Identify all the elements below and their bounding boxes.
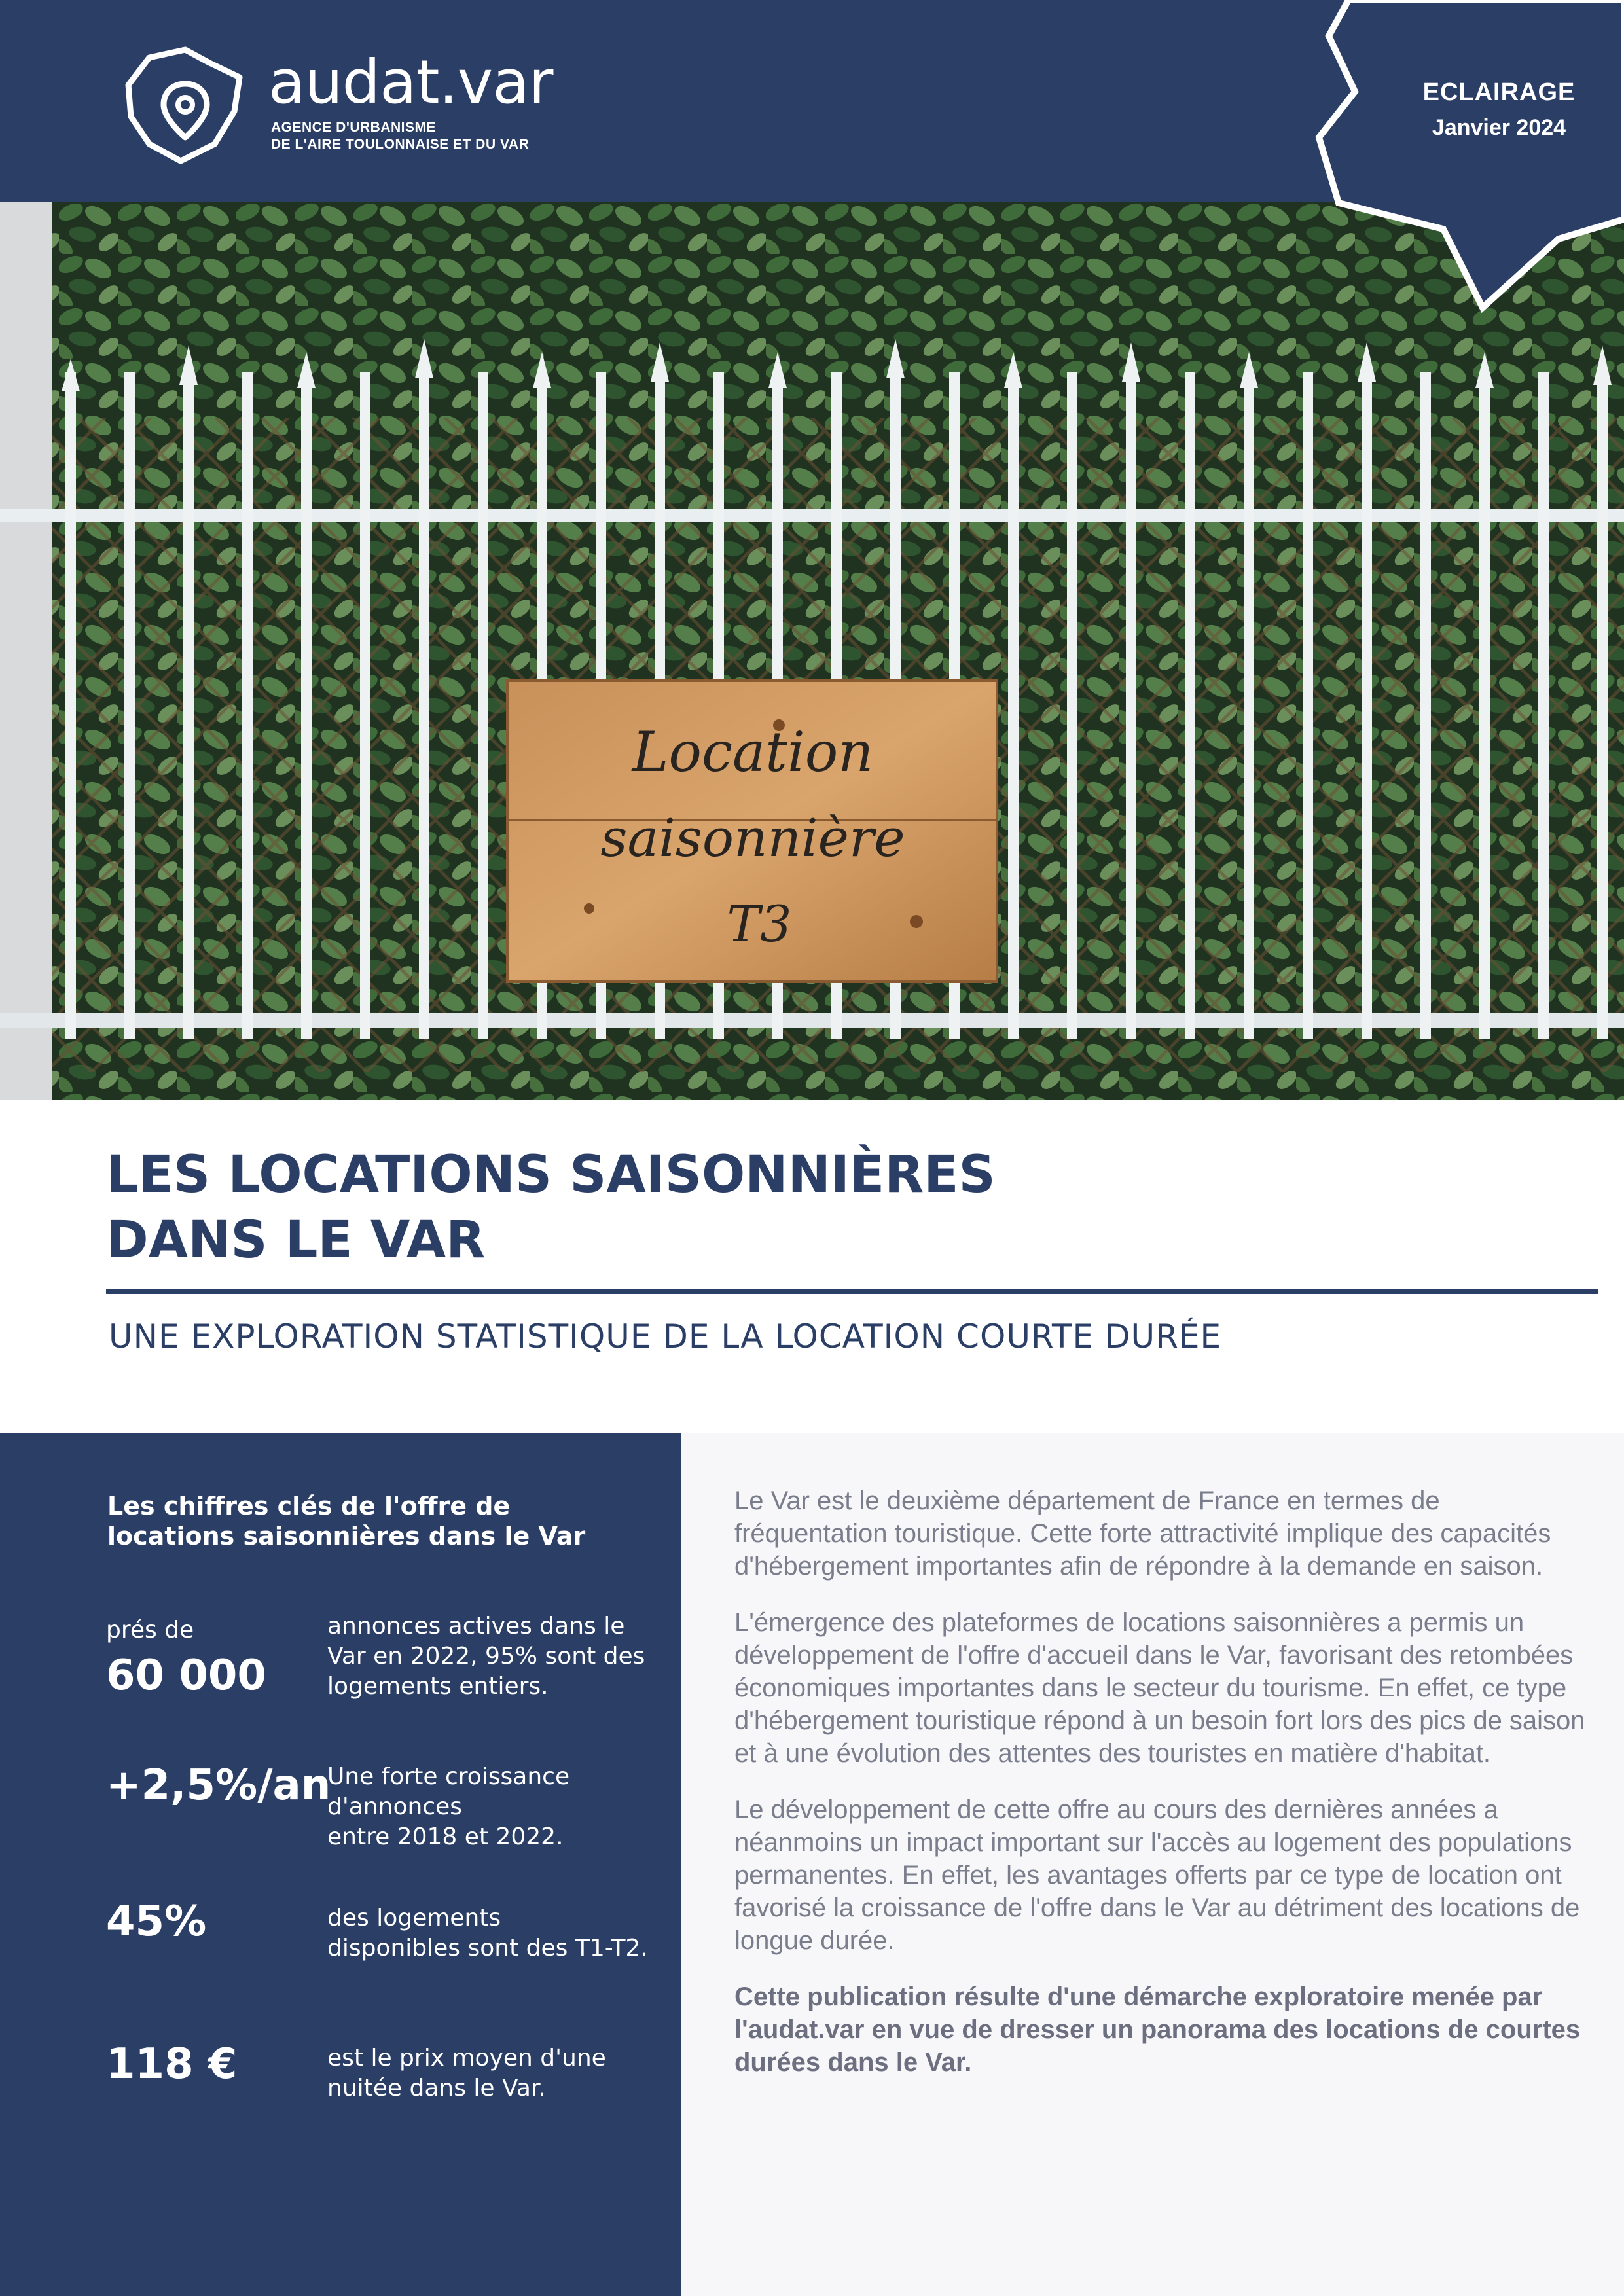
brand-name: audat.var — [268, 47, 553, 117]
key-figure-desc-line: Une forte croissance — [327, 1763, 570, 1790]
sign-text-line3: T3 — [727, 895, 792, 953]
publication-type: ECLAIRAGE — [1422, 79, 1576, 106]
cover-photo — [0, 202, 1624, 1100]
map-pin-outline-icon — [123, 46, 247, 165]
key-figure-prefix: prés de — [106, 1617, 194, 1643]
key-figures-heading-line2: locations saisonnières dans le Var — [107, 1522, 586, 1551]
key-figure-desc-growth — [327, 1762, 668, 1852]
page-subtitle: UNE EXPLORATION STATISTIQUE DE LA LOCATION COURTE DURÉE — [109, 1318, 1222, 1355]
brand-subtitle-line2: DE L'AIRE TOULONNAISE ET DU VAR — [271, 137, 530, 152]
key-figures-heading — [107, 1491, 644, 1551]
body-paragraph-2: L'émergence des plateformes de locations saisonnières a permis un développement de l'offre d'accueil dans le Var, favorisant des retombées économiques importantes dans le secteur du tourisme. En effet, ce type d'hébergement touristique répond à un besoin fort lors des pics de saison et à une évolution des attentes des touristes en matière d'habitat. — [734, 1608, 1585, 1768]
title-divider — [106, 1289, 1598, 1294]
key-figure-desc-line: nuitée dans le Var. — [327, 2075, 546, 2102]
key-figure-desc-line: annonces actives dans le — [327, 1613, 625, 1640]
key-figure-desc-line: d'annonces — [327, 1793, 462, 1820]
body-paragraph-1: Le Var est le deuxième département de France en termes de fréquentation touristique. Cette forte attractivité implique des capacités d'hébergement importantes afin de répondre à la demande en saison. — [734, 1486, 1551, 1581]
key-figure-desc-small-units — [327, 1903, 668, 1964]
key-figure-value-small-units: 45% — [106, 1897, 207, 1946]
key-figure-desc-line: est le prix moyen d'une — [327, 2045, 606, 2072]
wooden-sign — [507, 681, 997, 982]
body-text — [734, 1484, 1585, 2102]
page-title — [106, 1142, 996, 1273]
key-figure-desc-line: des logements — [327, 1905, 501, 1931]
key-figure-desc-line: Var en 2022, 95% sont des — [327, 1643, 645, 1670]
page-title-line2: DANS LE VAR — [106, 1211, 486, 1270]
key-figure-desc-line: entre 2018 et 2022. — [327, 1823, 564, 1850]
key-figures-panel — [0, 1433, 681, 2296]
page-title-line1: LES LOCATIONS SAISONNIÈRES — [106, 1145, 996, 1204]
key-figure-desc-price — [327, 2043, 668, 2104]
key-figure-value-growth: +2,5%/an — [106, 1761, 331, 1810]
body-paragraph-3: Le développement de cette offre au cours des dernières années a néanmoins un impact important sur l'accès au logement des populations permanentes. En effet, les avantages offerts par ce type de location ont favorisé la croissance de l'offre dans le Var au détriment des locations de longue durée. — [734, 1795, 1580, 1955]
publication-badge — [1303, 0, 1624, 321]
brand-subtitle-line1: AGENCE D'URBANISME — [271, 120, 437, 135]
key-figure-desc-line: disponibles sont des T1-T2. — [327, 1935, 648, 1962]
key-figure-value-listings: 60 000 — [106, 1651, 266, 1700]
key-figure-value-price: 118 € — [106, 2040, 238, 2089]
key-figure-desc-line: logements entiers. — [327, 1673, 549, 1700]
body-paragraph-4: Cette publication résulte d'une démarche exploratoire menée par l'audat.var en vue de dresser un panorama des locations de courtes durées dans le Var. — [734, 1982, 1581, 2077]
publication-date: Janvier 2024 — [1432, 115, 1566, 140]
key-figure-desc-listings — [327, 1611, 668, 1702]
sign-text-line1: Location — [632, 720, 874, 784]
key-figures-heading-line1: Les chiffres clés de l'offre de — [107, 1492, 511, 1520]
brand-subtitle — [271, 119, 529, 153]
sign-text-line2: saisonnière — [600, 808, 905, 869]
